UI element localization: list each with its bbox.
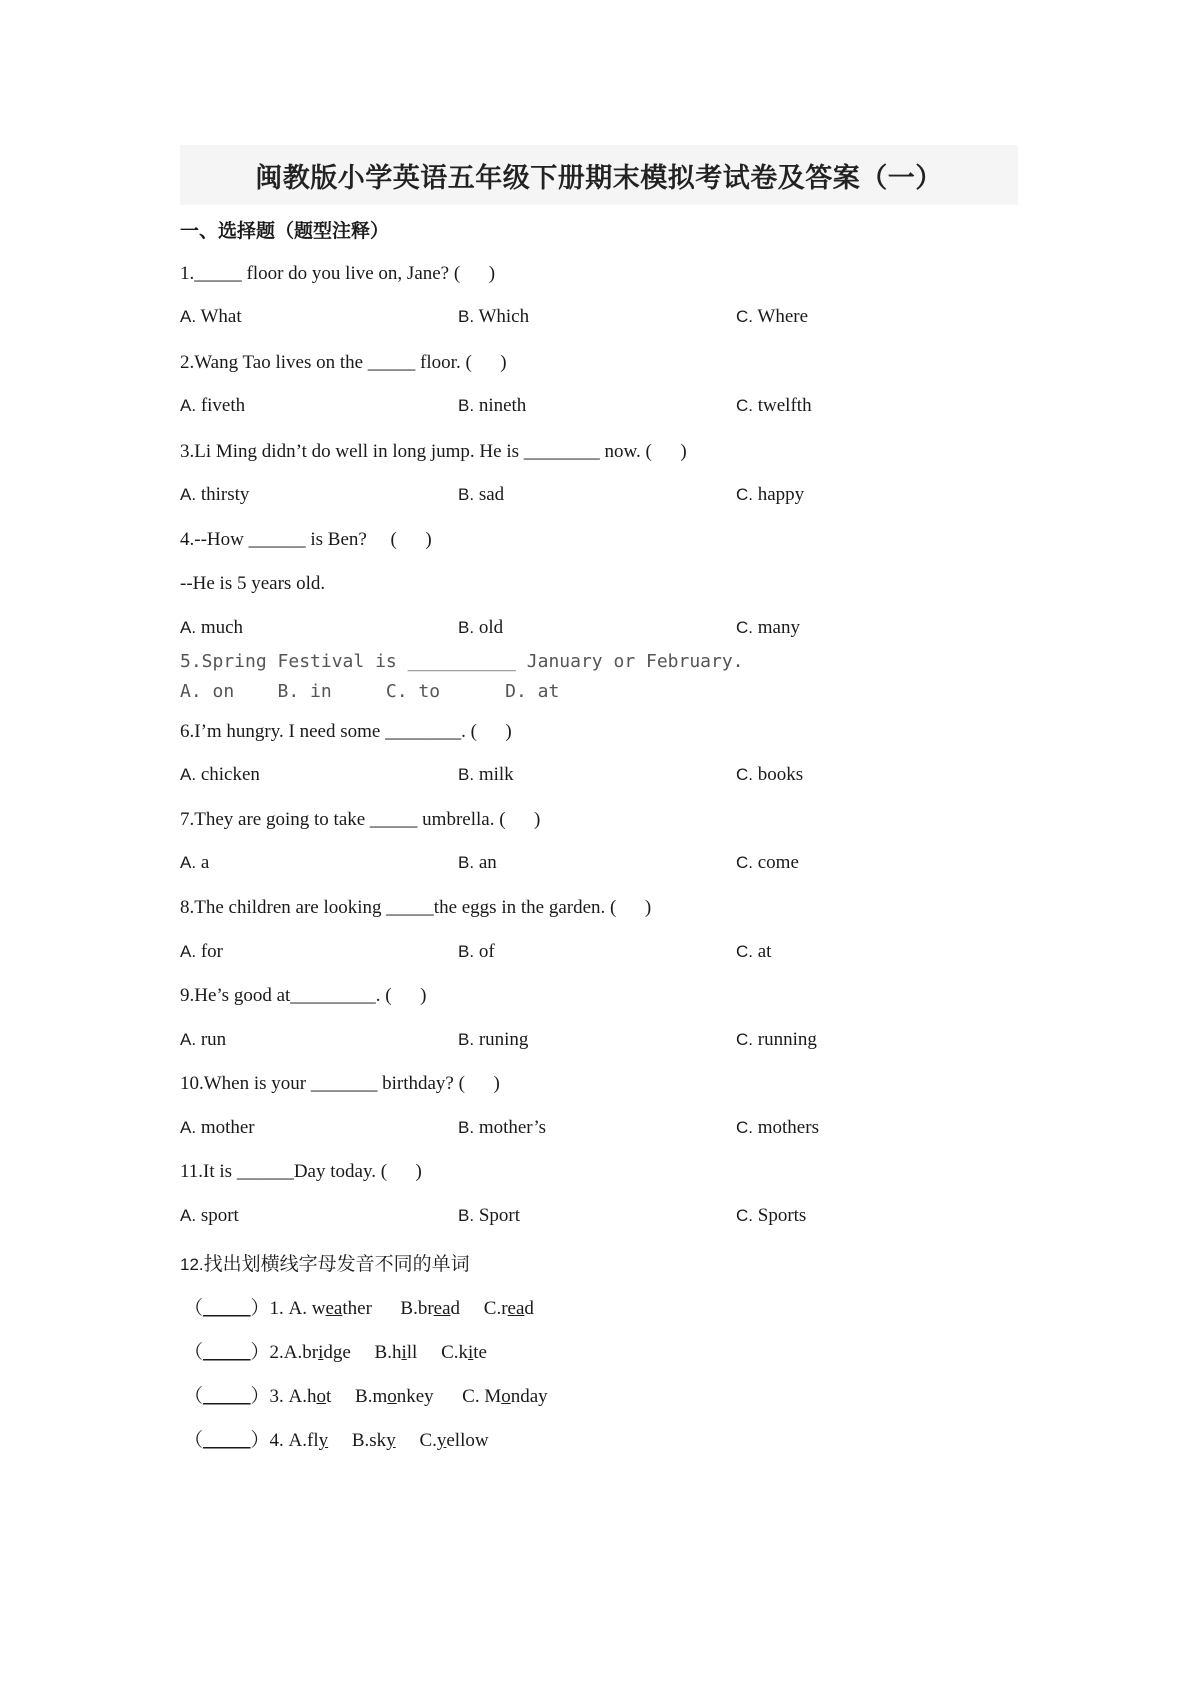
option-letter: B. <box>458 618 475 637</box>
option-a <box>180 484 249 506</box>
option-letter: A. <box>180 942 197 961</box>
underlined-letters: i <box>468 1342 474 1363</box>
option-b <box>458 852 497 874</box>
option-c <box>736 484 804 506</box>
option-a <box>180 395 245 417</box>
option-c <box>736 1205 806 1227</box>
option-letter: C. <box>736 618 753 637</box>
option-a <box>180 306 242 328</box>
option-a <box>180 1205 239 1227</box>
option-text: running <box>753 1029 817 1050</box>
question-text: 7.They are going to take _____ umbrella. ( ) <box>180 809 541 830</box>
option-letter: A. <box>180 307 197 326</box>
option-b <box>458 1117 546 1139</box>
word-text: ll C.k <box>406 1342 468 1363</box>
phonics-item <box>184 1381 548 1408</box>
options-row <box>180 1029 1020 1055</box>
underlined-letters: ea <box>433 1298 451 1319</box>
underlined-letters: y <box>318 1430 329 1451</box>
word-text: 3. A.h <box>269 1386 317 1407</box>
option-text: What <box>196 306 242 327</box>
option-letter: C. <box>736 396 753 415</box>
option-text: come <box>753 852 799 873</box>
option-c <box>736 941 771 963</box>
option-text: for <box>196 941 223 962</box>
answer-blank[interactable]: _____ <box>203 1298 251 1319</box>
options-row <box>180 306 1020 332</box>
options-row <box>180 617 1020 643</box>
option-text: mother <box>196 1117 255 1138</box>
word-text: te <box>473 1342 487 1363</box>
option-a <box>180 764 260 786</box>
underlined-letters: i <box>401 1342 407 1363</box>
option-letter: B. <box>458 853 475 872</box>
option-letter: A. <box>180 618 197 637</box>
options-row <box>180 764 1020 790</box>
option-text: milk <box>474 764 514 785</box>
question-text: 8.The children are looking _____the eggs in the garden. ( ) <box>180 897 652 918</box>
option-letter: A. <box>180 1030 197 1049</box>
options-row <box>180 484 1020 510</box>
option-c <box>736 1029 817 1051</box>
phonics-item <box>184 1425 489 1452</box>
option-letter: A. <box>180 853 197 872</box>
option-c <box>736 1117 819 1139</box>
word-text: C. <box>395 1430 437 1451</box>
question-text <box>180 1249 470 1276</box>
option-text: of <box>474 941 495 962</box>
option-letter: B. <box>458 1118 475 1137</box>
option-text: sport <box>196 1205 239 1226</box>
question-text: 3.Li Ming didn’t do well in long jump. He is ________ now. ( ) <box>180 441 687 462</box>
options-row <box>180 395 1020 421</box>
question-text: 6.I’m hungry. I need some ________. ( ) <box>180 721 512 742</box>
bracket-open: （ <box>184 1385 204 1407</box>
underlined-letters: o <box>316 1386 327 1407</box>
underlined-letters: y <box>436 1430 447 1451</box>
bracket-open: （ <box>184 1341 204 1363</box>
word-text: nday <box>510 1386 548 1407</box>
word-text: 4. A.fl <box>269 1430 319 1451</box>
bracket-open: （ <box>184 1297 204 1319</box>
option-text: nineth <box>474 395 527 416</box>
bracket-close: ） <box>250 1297 270 1319</box>
option-letter: B. <box>458 307 475 326</box>
bracket-close: ） <box>250 1341 270 1363</box>
option-text: run <box>196 1029 227 1050</box>
options-row: A. on B. in C. to D. at <box>180 681 560 702</box>
word-text: nkey C. M <box>396 1386 502 1407</box>
option-a <box>180 852 209 874</box>
option-c <box>736 395 812 417</box>
option-letter: C. <box>736 1206 753 1225</box>
section-heading: 一、选择题（题型注释） <box>180 220 390 242</box>
word-text: B.sk <box>328 1430 387 1451</box>
option-text: chicken <box>196 764 260 785</box>
answer-blank[interactable]: _____ <box>203 1342 251 1363</box>
option-c <box>736 617 800 639</box>
option-letter: C. <box>736 853 753 872</box>
option-b <box>458 484 504 506</box>
word-text: d C.r <box>450 1298 508 1319</box>
option-letter: C. <box>736 1030 753 1049</box>
word-text: 2.A.br <box>269 1342 319 1363</box>
option-letter: B. <box>458 1206 475 1225</box>
question-text: 9.He’s good at_________. ( ) <box>180 985 427 1006</box>
option-letter: B. <box>458 485 475 504</box>
option-text: Where <box>753 306 809 327</box>
question-number: 12. <box>180 1255 204 1274</box>
question-text: 1._____ floor do you live on, Jane? ( ) <box>180 263 496 284</box>
option-c <box>736 764 803 786</box>
option-text: runing <box>474 1029 529 1050</box>
option-b <box>458 617 503 639</box>
question-text: 4.--How ______ is Ben? ( ) <box>180 529 432 550</box>
option-b <box>458 941 495 963</box>
exam-page <box>180 0 1020 1684</box>
question-text: 2.Wang Tao lives on the _____ floor. ( ) <box>180 352 507 373</box>
underlined-letters: i <box>318 1342 324 1363</box>
word-text: 1. A. w <box>269 1298 326 1319</box>
options-row <box>180 1117 1020 1143</box>
option-a <box>180 617 243 639</box>
underlined-letters: ea <box>325 1298 343 1319</box>
page-title: 闽教版小学英语五年级下册期末模拟考试卷及答案（一） <box>255 162 943 194</box>
option-b <box>458 764 514 786</box>
underlined-letters: o <box>387 1386 397 1407</box>
option-letter: A. <box>180 485 197 504</box>
option-letter: C. <box>736 307 753 326</box>
option-b <box>458 306 529 328</box>
option-text: books <box>753 764 804 785</box>
word-text: ellow <box>446 1430 489 1451</box>
option-a <box>180 1029 226 1051</box>
option-text: Which <box>474 306 530 327</box>
option-b <box>458 395 526 417</box>
option-text: an <box>474 852 497 873</box>
bracket-close: ） <box>250 1385 270 1407</box>
answer-blank[interactable]: _____ <box>203 1430 251 1451</box>
bracket-close: ） <box>250 1429 270 1451</box>
option-text: much <box>196 617 244 638</box>
question-answer-line: --He is 5 years old. <box>180 573 326 594</box>
option-text: fiveth <box>196 395 246 416</box>
options-row <box>180 1205 1020 1231</box>
option-b <box>458 1029 528 1051</box>
phonics-item <box>184 1293 534 1320</box>
option-a <box>180 1117 255 1139</box>
question-instruction: 找出划横线字母发音不同的单词 <box>203 1253 470 1275</box>
options-row <box>180 852 1020 878</box>
option-c <box>736 852 799 874</box>
word-text: ther B.br <box>342 1298 434 1319</box>
underlined-letters: o <box>501 1386 511 1407</box>
option-letter: B. <box>458 396 475 415</box>
word-text: t B.m <box>326 1386 388 1407</box>
option-text: thirsty <box>196 484 250 505</box>
option-text: sad <box>474 484 505 505</box>
option-text: mother’s <box>474 1117 547 1138</box>
option-letter: A. <box>180 1118 197 1137</box>
option-letter: C. <box>736 765 753 784</box>
option-letter: A. <box>180 396 197 415</box>
word-text: d <box>524 1298 534 1319</box>
option-text: mothers <box>753 1117 819 1138</box>
option-letter: B. <box>458 765 475 784</box>
option-letter: C. <box>736 1118 753 1137</box>
option-text: many <box>753 617 800 638</box>
option-letter: C. <box>736 942 753 961</box>
word-text: dge B.h <box>323 1342 402 1363</box>
underlined-letters: ea <box>507 1298 525 1319</box>
option-letter: A. <box>180 1206 197 1225</box>
option-text: Sport <box>474 1205 520 1226</box>
question-text: 5.Spring Festival is __________ January or February. <box>180 651 744 672</box>
option-letter: B. <box>458 942 475 961</box>
question-text: 11.It is ______Day today. ( ) <box>180 1161 422 1182</box>
option-text: at <box>753 941 772 962</box>
answer-blank[interactable]: _____ <box>203 1386 251 1407</box>
option-text: a <box>196 852 210 873</box>
bracket-open: （ <box>184 1429 204 1451</box>
underlined-letters: y <box>386 1430 396 1451</box>
option-c <box>736 306 808 328</box>
question-text: 10.When is your _______ birthday? ( ) <box>180 1073 500 1094</box>
option-letter: B. <box>458 1030 475 1049</box>
option-a <box>180 941 223 963</box>
option-letter: C. <box>736 485 753 504</box>
option-text: twelfth <box>753 395 812 416</box>
option-text: happy <box>753 484 805 505</box>
options-row <box>180 941 1020 967</box>
option-b <box>458 1205 520 1227</box>
title-bar <box>180 145 1018 205</box>
option-letter: A. <box>180 765 197 784</box>
option-text: Sports <box>753 1205 807 1226</box>
option-text: old <box>474 617 504 638</box>
phonics-item <box>184 1337 487 1364</box>
